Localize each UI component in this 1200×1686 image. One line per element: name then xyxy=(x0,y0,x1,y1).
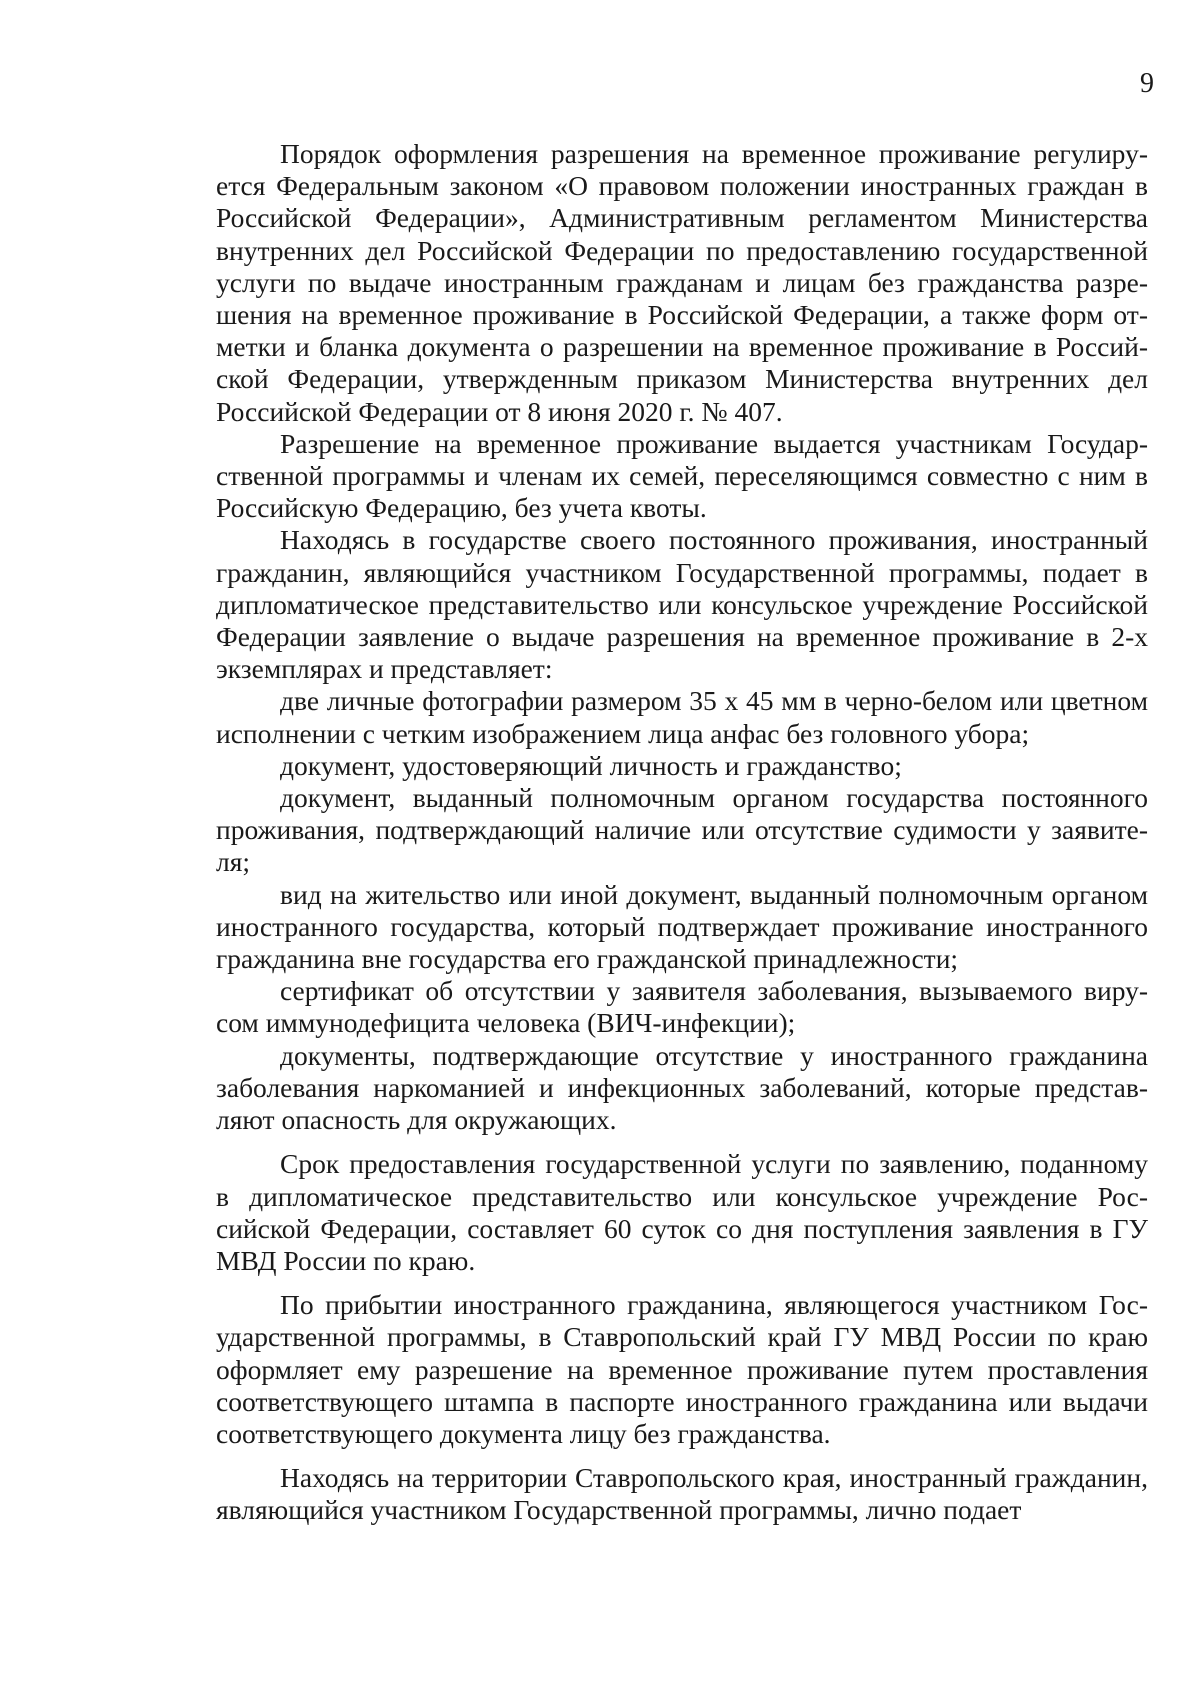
paragraph-service-term: Срок предоставления государственной услуги по заявлению, поданному в дипломатическое представительство или консульское учреждение Российской Федерации, составляет 60 суток со дня поступления заявления в ГУ МВД России по краю. xyxy=(216,1148,1148,1276)
body-text xyxy=(216,138,1148,1527)
list-item-hiv-certificate: сертификат об отсутствии у заявителя заболевания, вызываемого вирусом иммунодефицита человека (ВИЧ-инфекции); xyxy=(216,975,1148,1039)
paragraph-regulation: Порядок оформления разрешения на временное проживание регулируется Федеральным законом «О правовом положении иностранных граждан в Российской Федерации», Административным регламентом Министерства внутренних дел Российской Федерации по предоставлению государственной услуги по выдаче иностранным гражданам и лицам без гражданства разрешения на временное проживание в Российской Федерации, а также форм отметки и бланка документа о разрешении на временное проживание в Российской Федерации, утвержденным приказом Министерства внутренних дел Российской Федерации от 8 июня 2020 г. № 407. xyxy=(216,138,1148,427)
list-item-medical-documents: документы, подтверждающие отсутствие у иностранного гражданина заболевания наркоманией и инфекционных заболеваний, которые представляют опасность для окружающих. xyxy=(216,1039,1148,1136)
list-item-identity-document: документ, удостоверяющий личность и гражданство; xyxy=(280,749,902,781)
paragraph-arrival: По прибытии иностранного гражданина, являющегося участником Государственной программы, в Ставропольский край ГУ МВД России по краю оформляет ему разрешение на временное проживание путем проставления соответствующего штампа в паспорте иностранного гражданина или выдачи соответствующего документа лицу без гражданства. xyxy=(216,1289,1148,1449)
paragraph-in-territory: Находясь на территории Ставропольского края, иностранный гражданин, являющийся участником Государственной программы, лично подает xyxy=(216,1462,1148,1526)
page-number: 9 xyxy=(1140,68,1154,99)
list-item-photos: две личные фотографии размером 35 х 45 мм в черно-белом или цветном исполнении с четким изображением лица анфас без головного убора; xyxy=(216,685,1148,749)
paragraph-quota: Разрешение на временное проживание выдается участникам Государственной программы и членам их семей, переселяющимся совместно с ним в Российскую Федерацию, без учета квоты. xyxy=(216,427,1148,524)
paragraph-application: Находясь в государстве своего постоянного проживания, иностранный гражданин, являющийся участником Государственной программы, подает в дипломатическое представительство или консульское учреждение Российской Федерации заявление о выдаче разрешения на временное проживание в 2-х экземплярах и представляет: xyxy=(216,524,1148,685)
list-item-residence-permit: вид на жительство или иной документ, выданный полномочным органом иностранного государства, который подтверждает проживание иностранного гражданина вне государства его гражданской принадлежности; xyxy=(216,878,1148,975)
list-item-criminal-record: документ, выданный полномочным органом государства постоянного проживания, подтверждающий наличие или отсутствие судимости у заявителя; xyxy=(216,782,1148,878)
